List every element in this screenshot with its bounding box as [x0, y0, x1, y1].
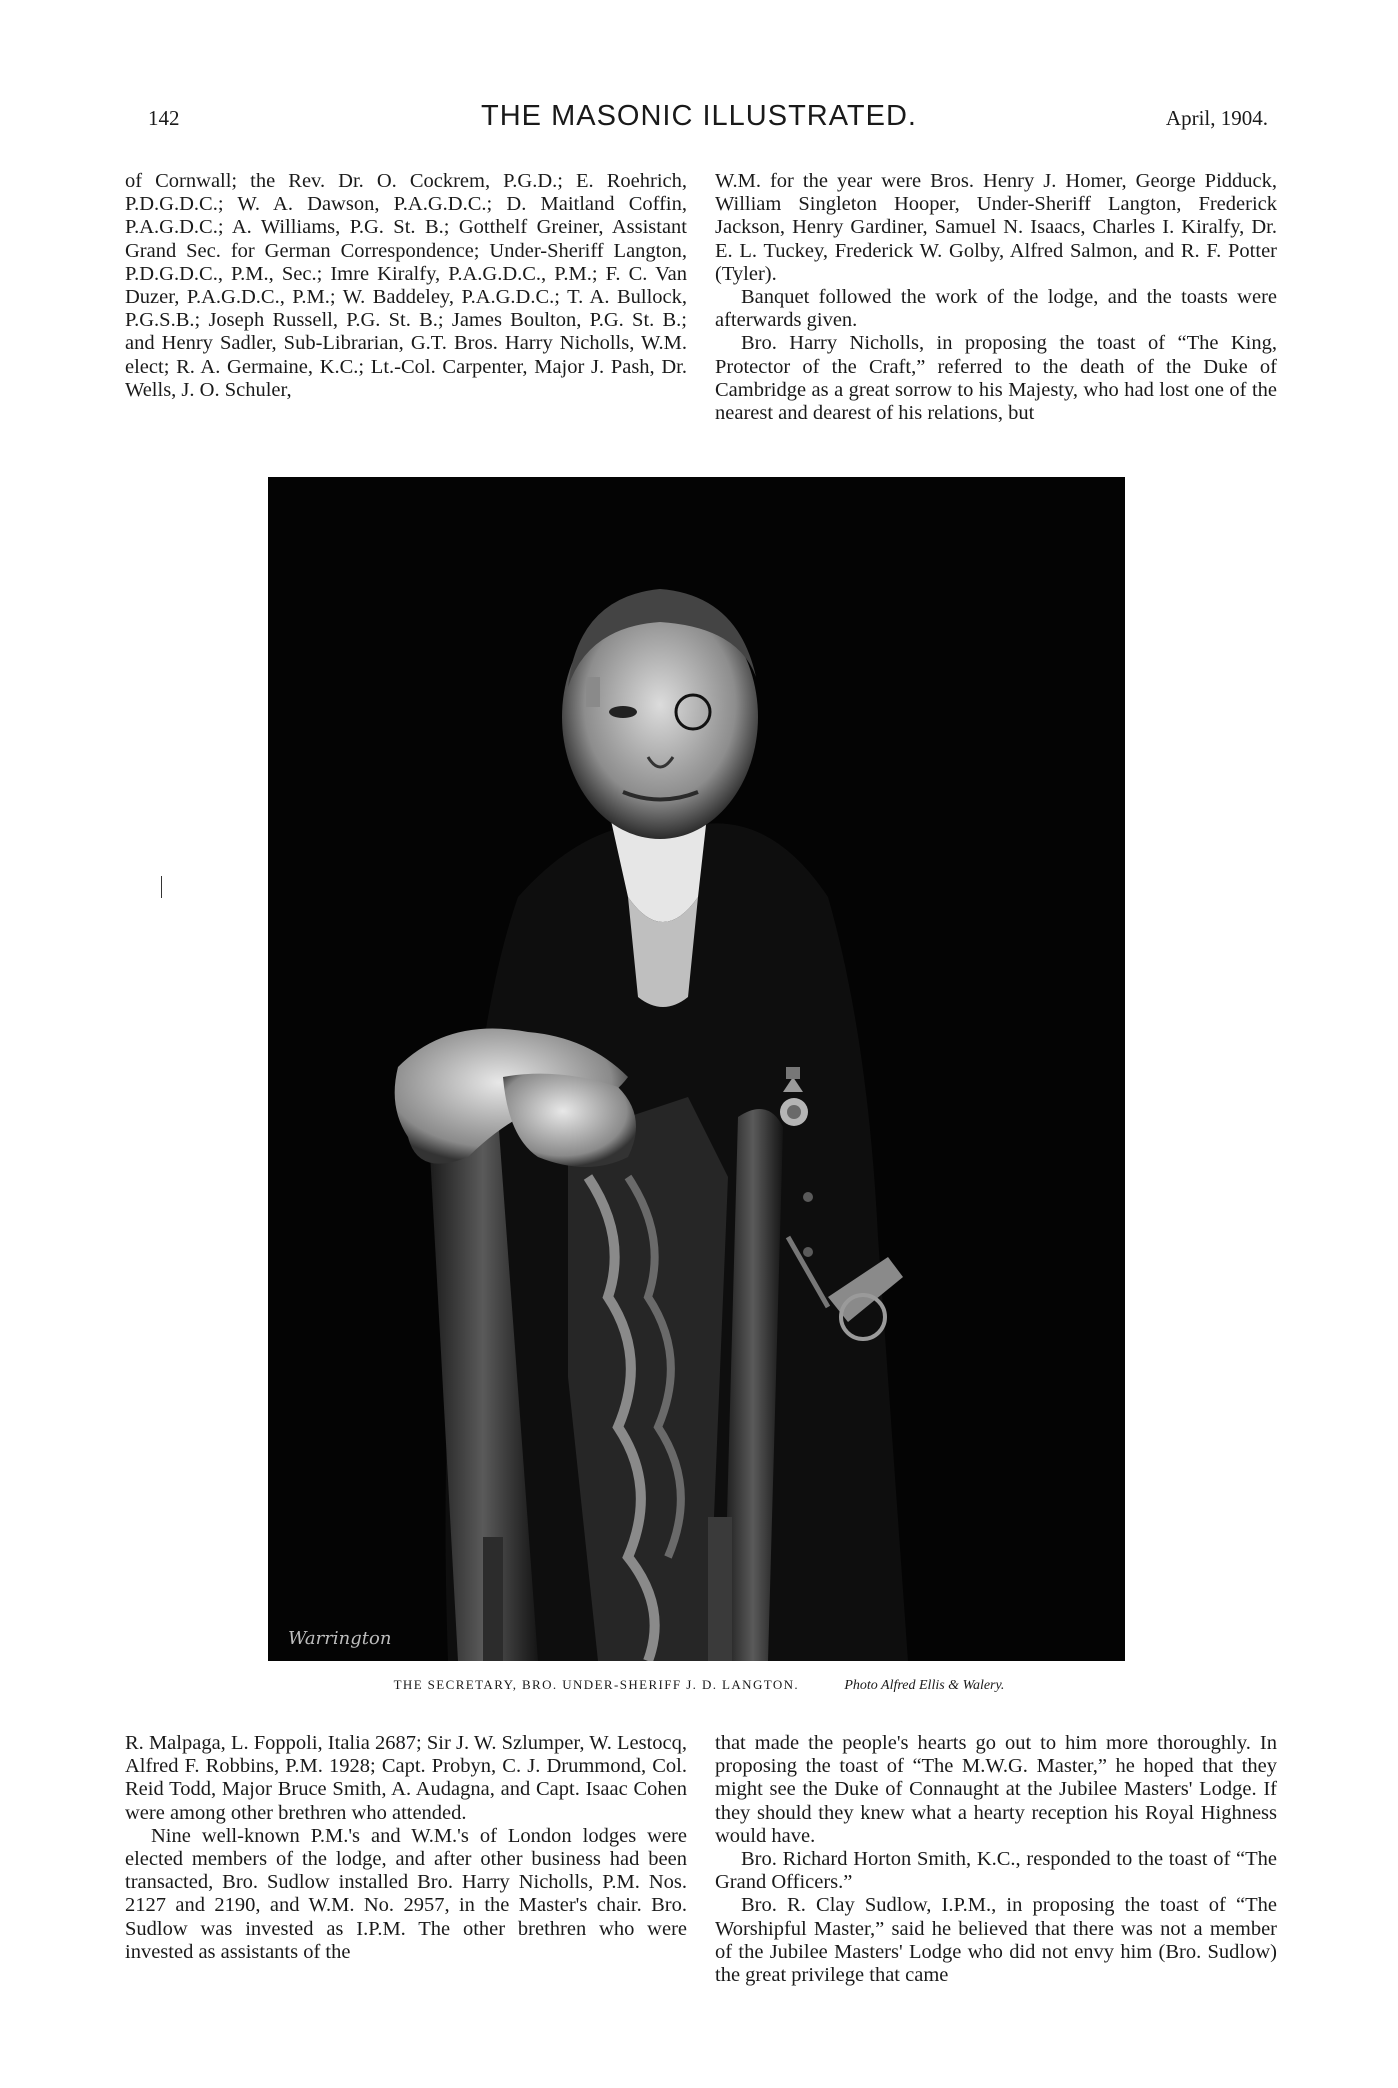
paragraph: Banquet followed the work of the lodge, and the toasts were afterwards given. — [715, 286, 1277, 332]
photo-caption — [0, 1677, 1398, 1694]
caption-text: THE SECRETARY, BRO. UNDER-SHERIFF J. D. LANGTON. — [393, 1677, 800, 1692]
paragraph: Bro. R. Clay Sudlow, I.P.M., in proposing the toast of “The Worshipful Master,” said he believed that there was not a member of the Jubilee Masters' Lodge who did not envy him (Bro. Sudlow) the great privilege that came — [715, 1894, 1277, 1987]
article-column-bottom-left — [125, 1732, 687, 1964]
page-header — [0, 100, 1398, 140]
photographer-signature: Warrington — [288, 1628, 392, 1649]
paragraph: Bro. Harry Nicholls, in proposing the toast of “The King, Protector of the Craft,” referred to the death of the Duke of Cambridge as a great sorrow to his Majesty, who had lost one of the nearest and dearest of his relations, but — [715, 332, 1277, 425]
paragraph: R. Malpaga, L. Foppoli, Italia 2687; Sir J. W. Szlumper, W. Lestocq, Alfred F. Robbins, P.M. 1928; Capt. Probyn, C. J. Drummond, Col. Reid Todd, Major Bruce Smith, A. Audagna, and Capt. Isaac Cohen were among other brethren who attended. — [125, 1732, 687, 1824]
paragraph: Nine well-known P.M.'s and W.M.'s of London lodges were elected members of the lodge, and after other business had been transacted, Bro. Sudlow installed Bro. Harry Nicholls, P.M. Nos. 2127 and 2190, and W.M. No. 2957, in the Master's chair. Bro. Sudlow was invested as I.P.M. The other brethren who were invested as assistants of the — [125, 1824, 687, 1963]
paragraph: of Cornwall; the Rev. Dr. O. Cockrem, P.G.D.; E. Roehrich, P.D.G.D.C.; W. A. Dawson, P.A.G.D.C.; D. Maitland Coffin, P.A.G.D.C.; A. Williams, P.G. St. B.; Gotthelf Greiner, Assistant Grand Sec. for German Correspondence; Under-Sheriff Langton, P.D.G.D.C., P.M., Sec.; Imre Kiralfy, P.A.G.D.C., P.M.; F. C. Van Duzer, P.A.G.D.C., P.M.; W. Baddeley, P.A.G.D.C.; T. A. Bullock, P.G.S.B.; Joseph Russell, P.G. St. B.; James Boulton, P.G. St. B.; and Henry Sadler, Sub-Librarian, G.T. Bros. Harry Nicholls, W.M. elect; R. A. Germaine, K.C.; Lt.-Col. Carpenter, Major J. Pash, Dr. Wells, J. O. Schuler, — [125, 170, 687, 401]
paragraph: W.M. for the year were Bros. Henry J. Homer, George Pidduck, William Singleton Hooper, Under-Sheriff Langton, Frederick Jackson, Henry Gardiner, Samuel N. Isaacs, Charles I. Kiralfy, Dr. E. L. Tuckey, Frederick W. Golby, Alfred Salmon, and R. F. Potter (Tyler). — [715, 170, 1277, 285]
paragraph: Bro. Richard Horton Smith, K.C., responded to the toast of “The Grand Officers.” — [715, 1848, 1277, 1894]
page-number: 142 — [148, 106, 180, 130]
lapel-medal — [586, 677, 600, 707]
photo-credit: Photo Alfred Ellis & Walery. — [844, 1678, 1005, 1693]
portrait-photograph — [268, 477, 1125, 1661]
article-column-top-right — [715, 170, 1277, 425]
portrait-figure — [268, 477, 1125, 1661]
paragraph: that made the people's hearts go out to him more thoroughly. In proposing the toast of “The M.W.G. Master,” he hoped that they might see the Duke of Connaught at the Jubilee Masters' Lodge. If they should they knew what a hearty reception his Royal Highness would have. — [715, 1732, 1277, 1847]
article-column-bottom-right — [715, 1732, 1277, 1987]
issue-date: April, 1904. — [1165, 106, 1268, 130]
article-column-top-left — [125, 170, 687, 402]
margin-mark — [161, 876, 162, 898]
masthead-title: THE MASONIC ILLUSTRATED. — [481, 100, 917, 132]
